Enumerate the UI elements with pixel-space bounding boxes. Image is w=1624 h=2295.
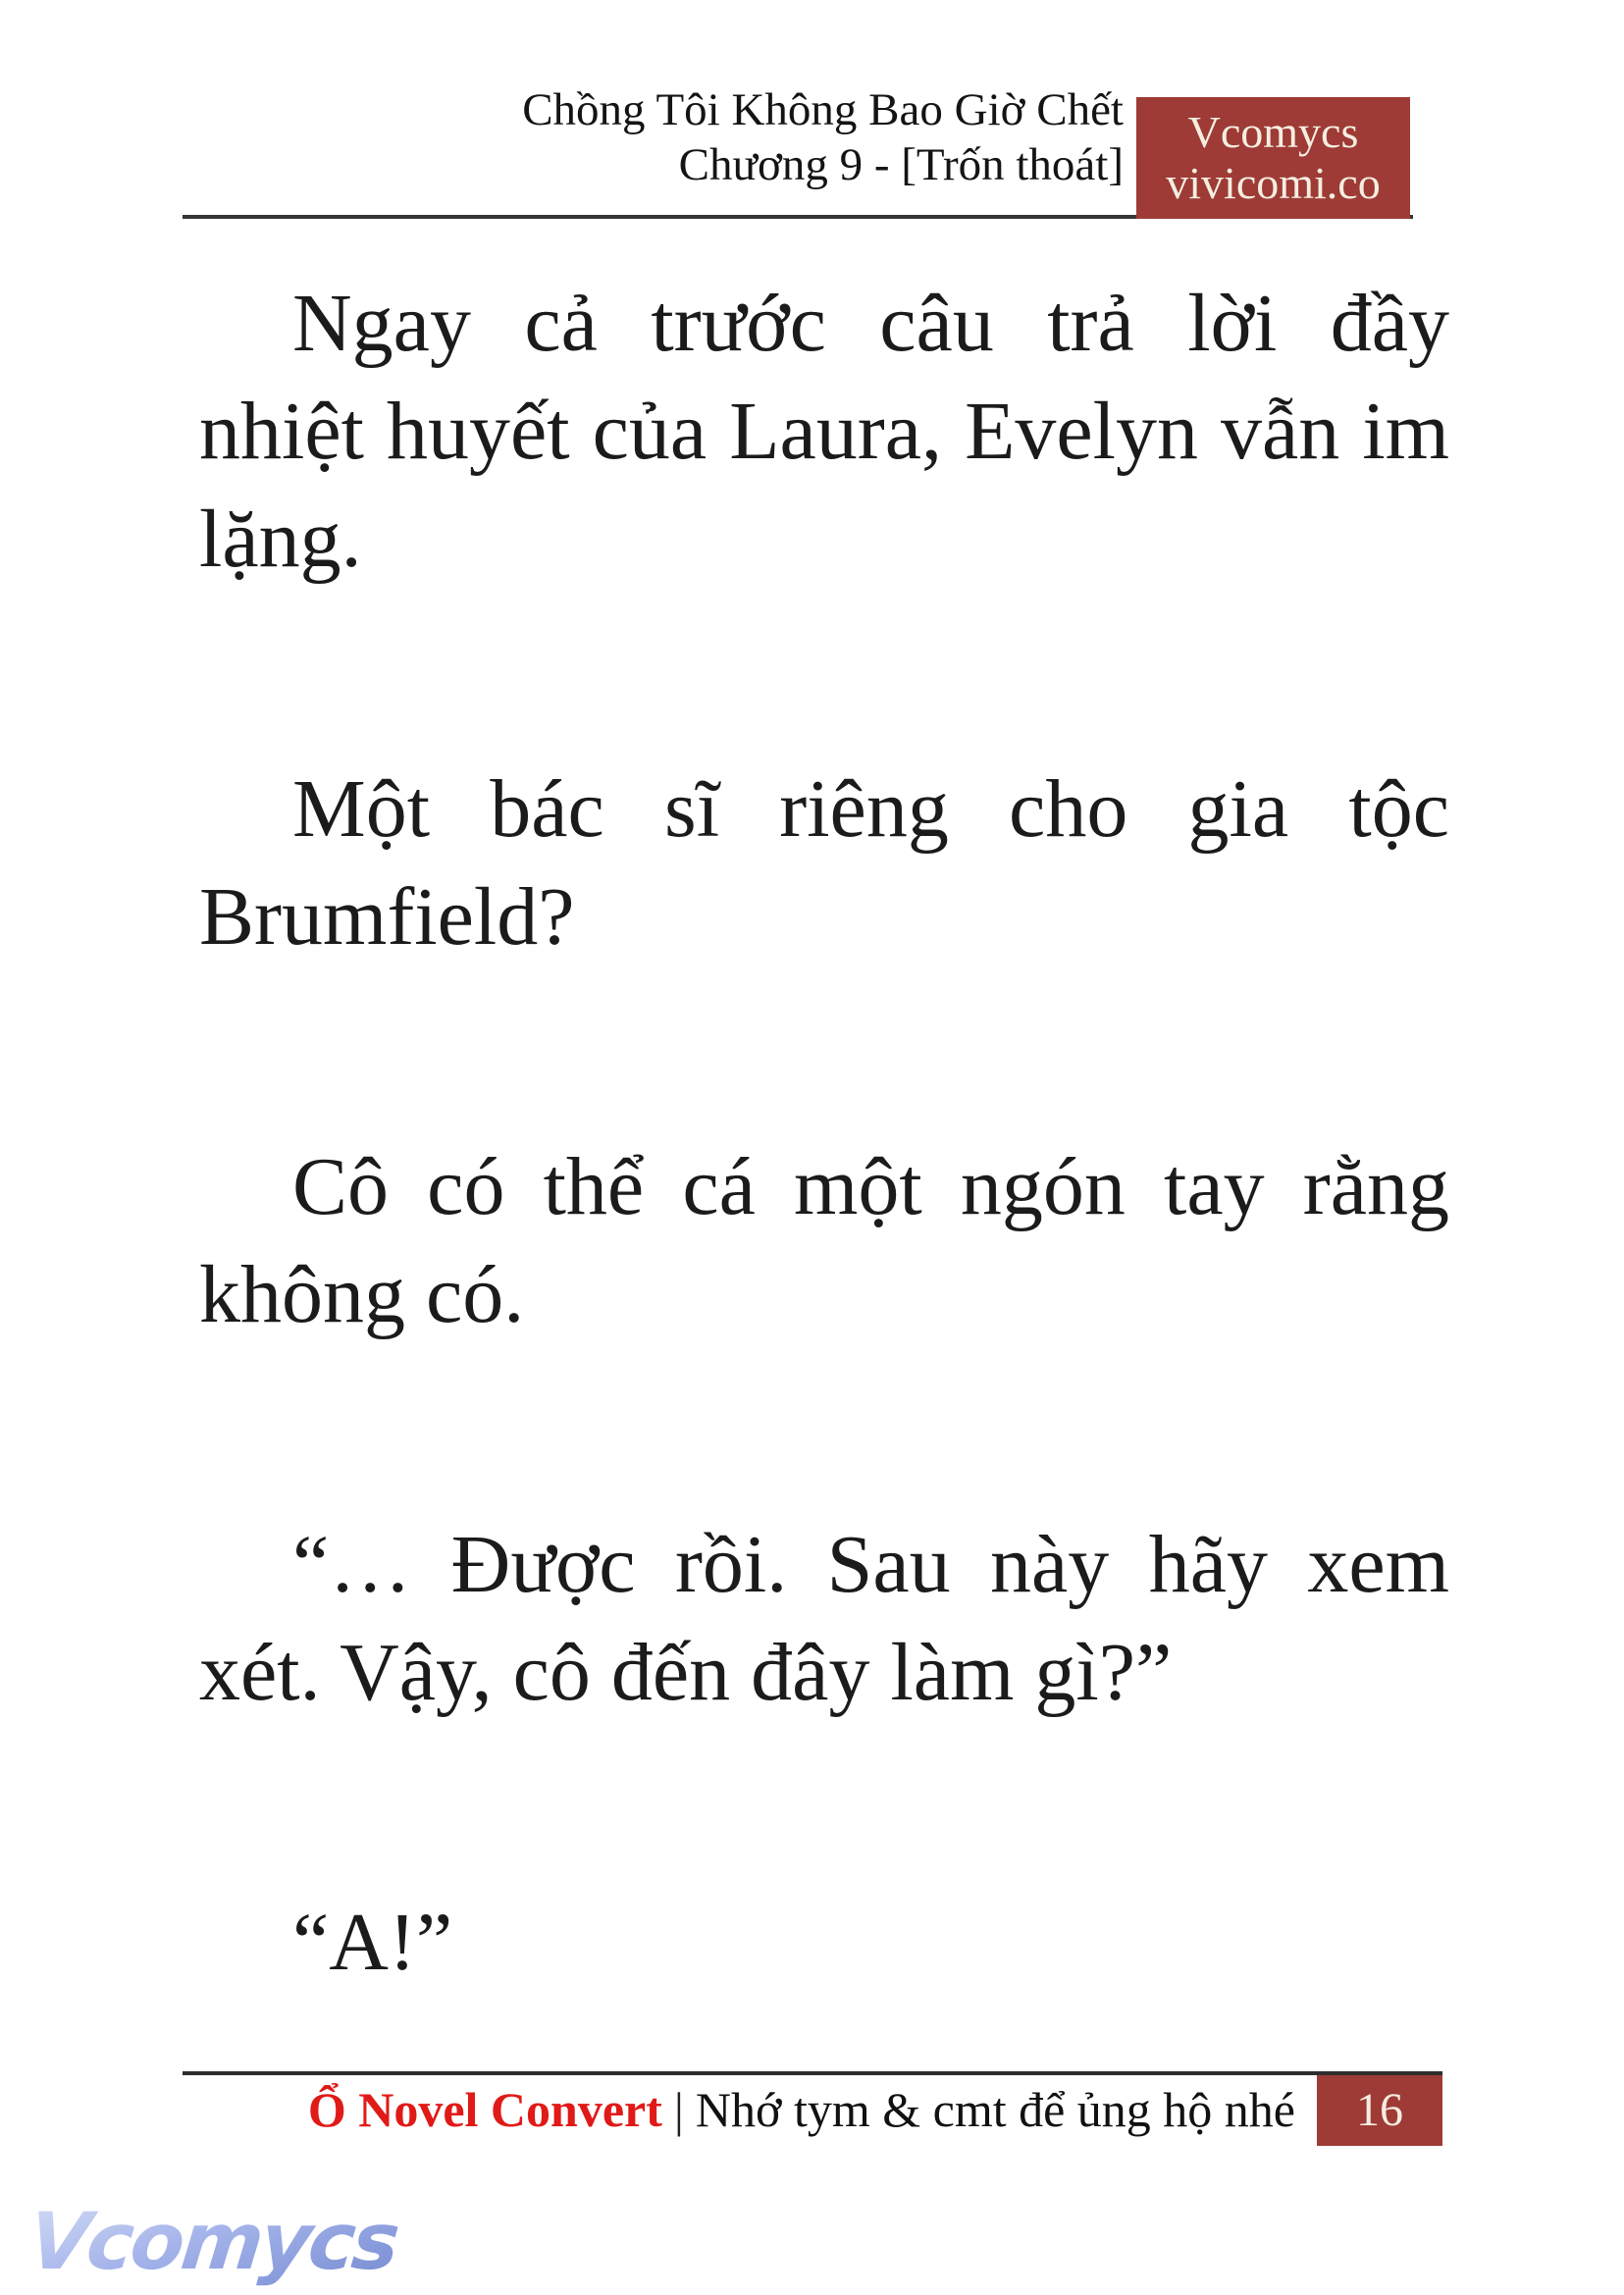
brand-box: [1136, 97, 1410, 219]
page-number-badge: [1317, 2075, 1442, 2146]
text-line: nhiệt huyết của Laura, Evelyn vẫn im: [199, 386, 1449, 477]
paragraph: [199, 270, 1449, 594]
brand-site: vivicomi.co: [1166, 158, 1381, 208]
text-line: xét. Vậy, cô đến đây làm gì?”: [199, 1627, 1173, 1718]
text-line: lặng.: [199, 494, 362, 585]
paragraph: [199, 1133, 1449, 1349]
footer-separator: |: [673, 2082, 684, 2137]
chapter-title: Chương 9 - [Trốn thoát]: [678, 139, 1124, 190]
vcomycs-watermark-logo: Vcomycs: [25, 2196, 401, 2287]
footer-credit: [308, 2080, 1295, 2139]
text-line: “… Được rồi. Sau này hãy xem: [292, 1519, 1449, 1610]
page-content: [199, 270, 1449, 1997]
brand-name: Vcomycs: [1187, 107, 1359, 157]
page-number: 16: [1356, 2084, 1403, 2136]
footer-divider: [183, 2071, 1442, 2075]
text-line: Brumfield?: [199, 871, 575, 963]
running-title: [522, 82, 1124, 192]
text-line: Một bác sĩ riêng cho gia tộc: [292, 763, 1449, 855]
footer-note: Nhớ tym & cmt để ủng hộ nhé: [695, 2082, 1295, 2137]
text-line: Cô có thể cá một ngón tay rằng: [292, 1141, 1449, 1232]
book-title: Chồng Tôi Không Bao Giờ Chết: [522, 84, 1124, 135]
paragraph: [199, 756, 1449, 971]
text-line: không có.: [199, 1249, 525, 1340]
paragraph: [199, 1511, 1449, 1727]
text-line: “A!”: [292, 1897, 453, 1988]
text-line: Ngay cả trước câu trả lời đầy: [292, 278, 1449, 369]
footer-brand: Ổ Novel Convert: [307, 2082, 662, 2137]
paragraph: [199, 1889, 1449, 1997]
